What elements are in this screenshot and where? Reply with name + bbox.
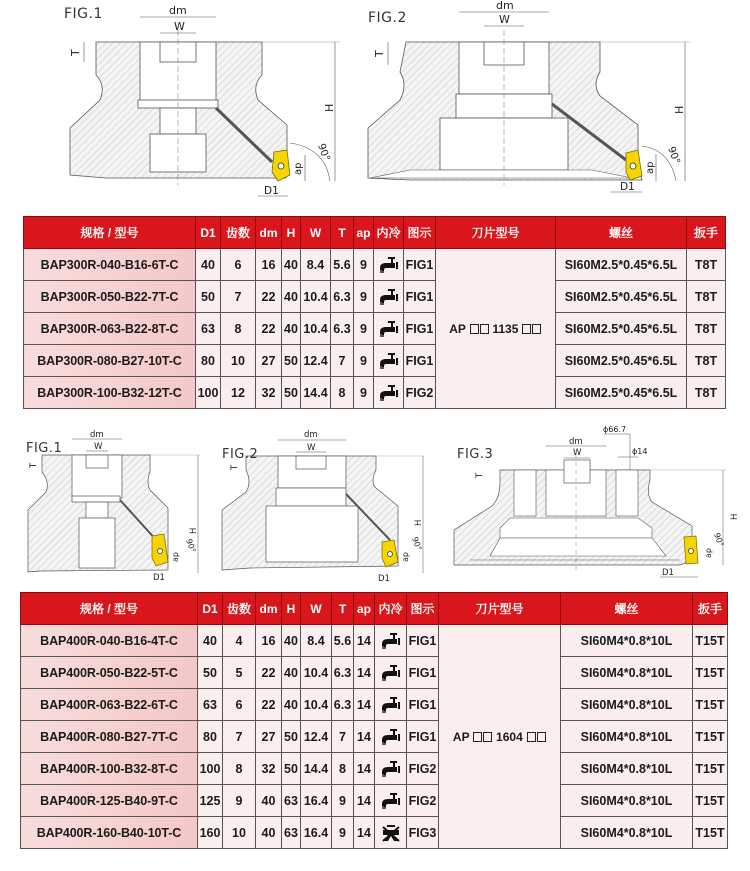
dim-dm: dm (569, 437, 583, 447)
coolant-cell (375, 625, 407, 657)
h-cell: 63 (282, 817, 301, 849)
figure-cell: FIG1 (404, 249, 436, 281)
insert-cell (436, 249, 556, 409)
ap-cell: 9 (354, 313, 374, 345)
figure-cell: FIG2 (404, 377, 436, 409)
internal-coolant-icon (381, 792, 401, 810)
table-row (21, 625, 728, 657)
s2-fig1-label: FIG.1 (26, 441, 63, 456)
dim-angle: 90° (665, 145, 682, 166)
coolant-cell (375, 753, 407, 785)
screw-cell: SI60M4*0.8*10L (561, 785, 693, 817)
t-cell: 5.6 (331, 249, 354, 281)
table-row (24, 377, 726, 409)
col-d1: D1 (196, 217, 221, 249)
figure-cell: FIG2 (407, 785, 439, 817)
h-cell: 50 (282, 721, 301, 753)
dm-cell: 16 (256, 625, 282, 657)
dim-d1: D1 (264, 185, 279, 197)
h-cell: 40 (282, 249, 301, 281)
ap-cell: 14 (354, 657, 375, 689)
no-internal-coolant-icon (381, 824, 401, 842)
placeholder-box (537, 732, 546, 742)
d1-cell: 100 (198, 753, 223, 785)
w-cell: 14.4 (301, 753, 332, 785)
d1-cell: 80 (198, 721, 223, 753)
cutter-section-drawing (0, 0, 360, 210)
wrench-cell: T8T (687, 281, 726, 313)
dim-t: T (29, 462, 39, 468)
t-cell: 6.3 (331, 313, 354, 345)
teeth-cell: 4 (223, 625, 256, 657)
d1-cell: 100 (196, 377, 221, 409)
internal-coolant-icon (381, 760, 401, 778)
internal-coolant-icon (379, 320, 399, 338)
model-cell: BAP400R-040-B16-4T-C (21, 625, 198, 657)
col-t: T (331, 217, 354, 249)
s1-fig1-drawing (0, 0, 360, 210)
dim-angle: 90° (184, 537, 198, 555)
dim-angle: 90° (712, 531, 726, 549)
dim-phi-66-7: ϕ66.7 (603, 425, 627, 434)
w-cell: 8.4 (301, 625, 332, 657)
col-model: 规格 / 型号 (24, 217, 196, 249)
screw-cell: SI60M2.5*0.45*6.5L (556, 281, 687, 313)
col-h: H (282, 217, 301, 249)
coolant-cell (375, 721, 407, 753)
w-cell: 10.4 (301, 689, 332, 721)
teeth-cell: 10 (221, 345, 256, 377)
table-row (21, 785, 728, 817)
dim-ap: ap (704, 548, 713, 558)
dim-angle: 90° (410, 535, 424, 553)
dim-h: H (189, 527, 199, 534)
dm-cell: 16 (256, 249, 282, 281)
col-ap: ap (354, 593, 375, 625)
dim-t: T (475, 472, 485, 478)
wrench-cell: T15T (693, 785, 728, 817)
teeth-cell: 8 (223, 753, 256, 785)
t-cell: 8 (332, 753, 354, 785)
s2-fig3-label: FIG.3 (457, 447, 494, 462)
screw-cell: SI60M4*0.8*10L (561, 625, 693, 657)
col-h: H (282, 593, 301, 625)
dm-cell: 32 (256, 753, 282, 785)
col-t: T (332, 593, 354, 625)
col-screw: 螺丝 (556, 217, 687, 249)
internal-coolant-icon (381, 664, 401, 682)
teeth-cell: 8 (221, 313, 256, 345)
dim-angle: 90° (315, 142, 332, 163)
col-coolant: 内冷 (374, 217, 404, 249)
wrench-cell: T15T (693, 721, 728, 753)
col-teeth: 齿数 (223, 593, 256, 625)
wrench-cell: T8T (687, 313, 726, 345)
coolant-cell (374, 345, 404, 377)
teeth-cell: 6 (223, 689, 256, 721)
w-cell: 16.4 (301, 785, 332, 817)
screw-cell: SI60M2.5*0.45*6.5L (556, 249, 687, 281)
t-cell: 6.3 (331, 281, 354, 313)
h-cell: 40 (282, 657, 301, 689)
coolant-cell (375, 785, 407, 817)
dim-h: H (673, 105, 686, 114)
w-cell: 8.4 (301, 249, 331, 281)
dm-cell: 22 (256, 281, 282, 313)
col-ap: ap (354, 217, 374, 249)
model-cell: BAP400R-100-B32-8T-C (21, 753, 198, 785)
t-cell: 7 (331, 345, 354, 377)
wrench-cell: T8T (687, 377, 726, 409)
table-row (24, 313, 726, 345)
table-row (21, 753, 728, 785)
w-cell: 12.4 (301, 345, 331, 377)
ap-cell: 9 (354, 281, 374, 313)
model-cell: BAP400R-050-B22-5T-C (21, 657, 198, 689)
w-cell: 10.4 (301, 313, 331, 345)
dim-d1: D1 (662, 568, 674, 578)
col-w: W (301, 593, 332, 625)
dim-t: T (373, 50, 386, 57)
model-cell: BAP300R-050-B22-7T-C (24, 281, 196, 313)
figure-cell: FIG1 (407, 689, 439, 721)
h-cell: 40 (282, 313, 301, 345)
col-wrench: 扳手 (687, 217, 726, 249)
w-cell: 16.4 (301, 817, 332, 849)
ap-cell: 14 (354, 721, 375, 753)
placeholder-box (483, 732, 492, 742)
internal-coolant-icon (381, 728, 401, 746)
screw-cell: SI60M4*0.8*10L (561, 657, 693, 689)
t-cell: 9 (332, 785, 354, 817)
table-row (21, 689, 728, 721)
teeth-cell: 10 (223, 817, 256, 849)
h-cell: 50 (282, 753, 301, 785)
t-cell: 7 (332, 721, 354, 753)
dim-w: W (94, 442, 103, 452)
placeholder-box (470, 324, 479, 334)
dm-cell: 22 (256, 313, 282, 345)
t-cell: 6.3 (332, 657, 354, 689)
d1-cell: 160 (198, 817, 223, 849)
model-cell: BAP400R-080-B27-7T-C (21, 721, 198, 753)
model-cell: BAP300R-080-B27-10T-C (24, 345, 196, 377)
screw-cell: SI60M2.5*0.45*6.5L (556, 345, 687, 377)
dm-cell: 40 (256, 785, 282, 817)
ap-cell: 14 (354, 817, 375, 849)
t-cell: 5.6 (332, 625, 354, 657)
model-cell: BAP300R-063-B22-8T-C (24, 313, 196, 345)
dim-h: H (323, 103, 336, 112)
col-figure: 图示 (407, 593, 439, 625)
t-cell: 9 (332, 817, 354, 849)
internal-coolant-icon (379, 256, 399, 274)
coolant-cell (374, 281, 404, 313)
dim-w: W (174, 20, 185, 33)
t-cell: 6.3 (332, 689, 354, 721)
coolant-cell (374, 249, 404, 281)
insert-cell (439, 625, 561, 849)
figure-cell: FIG1 (407, 625, 439, 657)
dim-dm: dm (304, 430, 318, 440)
col-figure: 图示 (404, 217, 436, 249)
table-header-row (24, 217, 726, 249)
teeth-cell: 6 (221, 249, 256, 281)
s2-fig3-drawing (440, 420, 750, 590)
dim-w: W (499, 13, 510, 26)
dm-cell: 22 (256, 657, 282, 689)
dm-cell: 27 (256, 345, 282, 377)
dim-dm: dm (169, 4, 187, 17)
coolant-cell (374, 313, 404, 345)
teeth-cell: 12 (221, 377, 256, 409)
internal-coolant-icon (381, 696, 401, 714)
col-insert: 刀片型号 (436, 217, 556, 249)
dim-ap: ap (171, 552, 180, 562)
dim-t: T (69, 49, 82, 56)
s2-fig1-drawing (0, 430, 210, 590)
wrench-cell: T15T (693, 753, 728, 785)
ap-cell: 14 (354, 753, 375, 785)
table-row (24, 281, 726, 313)
model-cell: BAP400R-063-B22-6T-C (21, 689, 198, 721)
model-cell: BAP400R-160-B40-10T-C (21, 817, 198, 849)
bap300-spec-table (23, 216, 726, 409)
figure-cell: FIG1 (404, 281, 436, 313)
col-d1: D1 (198, 593, 223, 625)
figure-cell: FIG3 (407, 817, 439, 849)
insert-prefix: AP (452, 729, 470, 744)
w-cell: 10.4 (301, 657, 332, 689)
dim-ap: ap (645, 161, 656, 174)
figure-cell: FIG1 (407, 657, 439, 689)
d1-cell: 40 (198, 625, 223, 657)
figure-cell: FIG2 (407, 753, 439, 785)
s2-fig2-drawing (210, 430, 440, 590)
wrench-cell: T15T (693, 689, 728, 721)
s2-fig2-label: FIG.2 (222, 447, 259, 462)
figure-cell: FIG1 (404, 345, 436, 377)
h-cell: 50 (282, 377, 301, 409)
col-insert: 刀片型号 (439, 593, 561, 625)
ap-cell: 14 (354, 785, 375, 817)
teeth-cell: 7 (221, 281, 256, 313)
placeholder-box (532, 324, 541, 334)
coolant-cell (375, 689, 407, 721)
d1-cell: 125 (198, 785, 223, 817)
wrench-cell: T15T (693, 657, 728, 689)
dim-ap: ap (293, 162, 304, 175)
figure-cell: FIG1 (404, 313, 436, 345)
dim-h: H (730, 513, 740, 520)
screw-cell: SI60M2.5*0.45*6.5L (556, 377, 687, 409)
h-cell: 50 (282, 345, 301, 377)
figure-cell: FIG1 (407, 721, 439, 753)
h-cell: 40 (282, 689, 301, 721)
dm-cell: 32 (256, 377, 282, 409)
ap-cell: 14 (354, 689, 375, 721)
dim-t: T (230, 464, 240, 470)
table-row (24, 249, 726, 281)
cutter-section-drawing (440, 420, 750, 590)
coolant-cell (375, 657, 407, 689)
screw-cell: SI60M4*0.8*10L (561, 753, 693, 785)
screw-cell: SI60M4*0.8*10L (561, 721, 693, 753)
table-header-row (21, 593, 728, 625)
col-dm: dm (256, 217, 282, 249)
screw-cell: SI60M4*0.8*10L (561, 817, 693, 849)
s1-fig2-drawing (360, 0, 750, 210)
table-row (21, 721, 728, 753)
teeth-cell: 9 (223, 785, 256, 817)
wrench-cell: T15T (693, 625, 728, 657)
internal-coolant-icon (381, 632, 401, 650)
d1-cell: 63 (196, 313, 221, 345)
dim-dm: dm (90, 430, 104, 440)
h-cell: 40 (282, 281, 301, 313)
dm-cell: 40 (256, 817, 282, 849)
col-coolant: 内冷 (375, 593, 407, 625)
bap400-spec-table (20, 592, 728, 849)
h-cell: 40 (282, 625, 301, 657)
internal-coolant-icon (379, 288, 399, 306)
dim-w: W (307, 443, 316, 453)
col-w: W (301, 217, 331, 249)
d1-cell: 63 (198, 689, 223, 721)
dim-d1: D1 (620, 181, 635, 193)
dim-w: W (573, 448, 582, 458)
wrench-cell: T15T (693, 817, 728, 849)
d1-cell: 50 (196, 281, 221, 313)
dim-phi-14: ϕ14 (632, 447, 648, 456)
col-teeth: 齿数 (221, 217, 256, 249)
model-cell: BAP400R-125-B40-9T-C (21, 785, 198, 817)
d1-cell: 50 (198, 657, 223, 689)
dim-d1: D1 (153, 573, 165, 583)
insert-code: 1604 (496, 729, 523, 744)
placeholder-box (480, 324, 489, 334)
col-screw: 螺丝 (561, 593, 693, 625)
teeth-cell: 5 (223, 657, 256, 689)
placeholder-box (473, 732, 482, 742)
col-wrench: 扳手 (693, 593, 728, 625)
w-cell: 14.4 (301, 377, 331, 409)
model-cell: BAP300R-040-B16-6T-C (24, 249, 196, 281)
screw-cell: SI60M4*0.8*10L (561, 689, 693, 721)
d1-cell: 40 (196, 249, 221, 281)
s1-fig2-label: FIG.2 (368, 10, 407, 26)
screw-cell: SI60M2.5*0.45*6.5L (556, 313, 687, 345)
col-model: 规格 / 型号 (21, 593, 198, 625)
ap-cell: 9 (354, 345, 374, 377)
h-cell: 63 (282, 785, 301, 817)
ap-cell: 9 (354, 249, 374, 281)
wrench-cell: T8T (687, 345, 726, 377)
insert-code: 1135 (492, 321, 519, 336)
internal-coolant-icon (379, 352, 399, 370)
placeholder-box (522, 324, 531, 334)
dm-cell: 22 (256, 689, 282, 721)
dim-h: H (414, 519, 424, 526)
wrench-cell: T8T (687, 249, 726, 281)
ap-cell: 9 (354, 377, 374, 409)
internal-coolant-icon (379, 384, 399, 402)
w-cell: 12.4 (301, 721, 332, 753)
teeth-cell: 7 (223, 721, 256, 753)
col-dm: dm (256, 593, 282, 625)
dm-cell: 27 (256, 721, 282, 753)
placeholder-box (527, 732, 536, 742)
dim-d1: D1 (378, 574, 390, 584)
dim-ap: ap (401, 552, 410, 562)
table-row (24, 345, 726, 377)
w-cell: 10.4 (301, 281, 331, 313)
s1-fig1-label: FIG.1 (64, 6, 103, 22)
model-cell: BAP300R-100-B32-12T-C (24, 377, 196, 409)
t-cell: 8 (331, 377, 354, 409)
table-row (21, 817, 728, 849)
dim-dm: dm (496, 0, 514, 12)
ap-cell: 14 (354, 625, 375, 657)
table-row (21, 657, 728, 689)
coolant-cell (375, 817, 407, 849)
cutter-section-drawing (360, 0, 750, 210)
coolant-cell (374, 377, 404, 409)
d1-cell: 80 (196, 345, 221, 377)
insert-prefix: AP (449, 321, 466, 336)
